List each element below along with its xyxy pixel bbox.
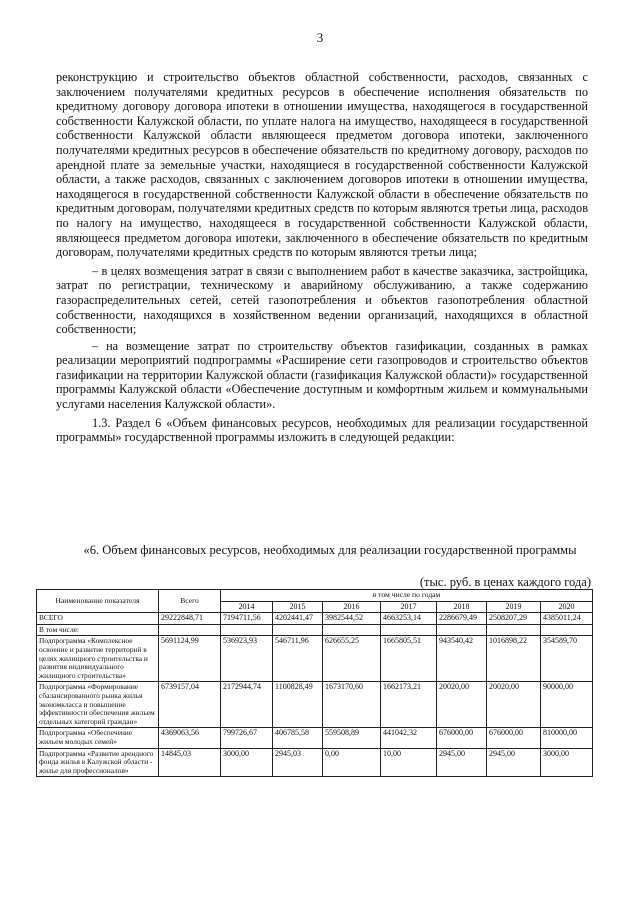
- row-total: 5691124,99: [159, 636, 221, 682]
- row-value: 2945,00: [487, 748, 541, 777]
- row-name: Подпрограмма «Формирование сбалансированного рынка жилья экономкласса и повышение эффективности обеспечения жильем отдельных категорий граждан»: [37, 682, 159, 728]
- row-value: [221, 624, 273, 636]
- row-value: 2508207,29: [487, 613, 541, 625]
- header-year: 2017: [381, 601, 437, 613]
- body-text: [56, 70, 588, 445]
- header-year: 2020: [541, 601, 593, 613]
- finance-table: [36, 589, 593, 777]
- row-value: 943540,42: [437, 636, 487, 682]
- row-total: 6739157,04: [159, 682, 221, 728]
- row-name: В том числе:: [37, 624, 159, 636]
- row-value: 20020,00: [487, 682, 541, 728]
- page-number: 3: [316, 30, 324, 45]
- header-years-group: в том числе по годам: [221, 590, 593, 602]
- row-value: 799726,67: [221, 728, 273, 748]
- row-value: 546711,96: [273, 636, 323, 682]
- row-name: ВСЕГО: [37, 613, 159, 625]
- row-value: 441042,32: [381, 728, 437, 748]
- row-value: 2286679,49: [437, 613, 487, 625]
- row-value: 4663253,14: [381, 613, 437, 625]
- row-value: 676000,00: [437, 728, 487, 748]
- table-row: [37, 748, 593, 777]
- row-value: 676000,00: [487, 728, 541, 748]
- header-year: 2018: [437, 601, 487, 613]
- row-value: [323, 624, 381, 636]
- row-total: 4369063,56: [159, 728, 221, 748]
- row-value: 1100828,49: [273, 682, 323, 728]
- row-name: Подпрограмма «Комплексное освоение и развитие территорий в целях жилищного строительства и развития индивидуального жилищного строительства»: [37, 636, 159, 682]
- row-value: 0,00: [323, 748, 381, 777]
- table-row: [37, 624, 593, 636]
- row-value: 559508,89: [323, 728, 381, 748]
- header-year: 2019: [487, 601, 541, 613]
- table-row: [37, 636, 593, 682]
- row-name: Подпрограмма «Обеспечение жильем молодых семей»: [37, 728, 159, 748]
- row-value: 810000,00: [541, 728, 593, 748]
- header-name: Наименование показателя: [37, 590, 159, 613]
- row-value: 3000,00: [221, 748, 273, 777]
- table-row: [37, 728, 593, 748]
- row-value: [487, 624, 541, 636]
- header-year: 2014: [221, 601, 273, 613]
- table-row: [37, 613, 593, 625]
- section-title: «6. Объем финансовых ресурсов, необходимых для реализации государственной программы: [83, 543, 577, 557]
- row-value: 2945,03: [273, 748, 323, 777]
- row-value: [541, 624, 593, 636]
- row-value: 10,00: [381, 748, 437, 777]
- paragraph-3: – на возмещение затрат по строительству объектов газификации, созданных в рамках реализации мероприятий подпрограммы «Расширение сети газопроводов и строительство объектов газификации на территории Калужской области (газификация Калужской области)» государственной программы Калужской области «Обеспечение доступным и комфортным жильем и коммунальными услугами населения Калужской области».: [56, 338, 588, 412]
- row-value: 2172944,74: [221, 682, 273, 728]
- header-year: 2015: [273, 601, 323, 613]
- row-value: 7194711,56: [221, 613, 273, 625]
- paragraph-4: 1.3. Раздел 6 «Объем финансовых ресурсов, необходимых для реализации государственной программы» государственной программы изложить в следующей редакции:: [56, 415, 588, 445]
- row-value: 536923,93: [221, 636, 273, 682]
- row-value: [437, 624, 487, 636]
- row-value: 406785,58: [273, 728, 323, 748]
- row-value: 1673170,60: [323, 682, 381, 728]
- row-value: 1665805,51: [381, 636, 437, 682]
- units-note: (тыс. руб. в ценах каждого года): [419, 575, 591, 589]
- row-value: 90000,00: [541, 682, 593, 728]
- row-total: 14845,03: [159, 748, 221, 777]
- table-header-row: [37, 590, 593, 602]
- row-value: 3982544,52: [323, 613, 381, 625]
- row-total: 29222848,71: [159, 613, 221, 625]
- header-total: Всего: [159, 590, 221, 613]
- row-value: 4202441,47: [273, 613, 323, 625]
- row-value: 20020,00: [437, 682, 487, 728]
- header-year: 2016: [323, 601, 381, 613]
- row-value: 626655,25: [323, 636, 381, 682]
- paragraph-1: реконструкцию и строительство объектов областной собственности, расходов, связанных с заключением получателями кредитных ресурсов в обеспечение исполнения обязательств по кредитному договору договора ипотеки в отношении имущества, находящегося в государственной собственности Калужской области, по уплате налога на имущество, находящееся в государственной собственности Калужской области являющееся предметом договора ипотеки, заключенного получателями кредитных ресурсов в обеспечение обязательств по кредитному договору, расходов по арендной плате за земельные участки, находящиеся в государственной собственности Калужской области, а также расходов, связанных с заключением договоров ипотеки в отношении имущества, находящегося в государственной собственности Калужской области в обеспечение обязательств по кредитным договорам, получателями кредитных средств по которым являются третьи лица, расходов по налогу на имущество, находящееся в государственной собственности Калужской области, являющееся предметом договора ипотеки, заключенного в обеспечение обязательств по кредитным договорам, получателями кредитных средств по которым являются третьи лица;: [56, 70, 588, 260]
- paragraph-2: – в целях возмещения затрат в связи с выполнением работ в качестве заказчика, застройщика, затрат по регистрации, техническому и аварийному обслуживанию, а также содержанию газораспределительных сетей, сетей газопотребления и объектов газопотребления областной собственности, находящихся в хозяйственном ведении организаций, находящихся в областной собственности;: [56, 263, 588, 337]
- row-value: 3000,00: [541, 748, 593, 777]
- row-value: 4385011,24: [541, 613, 593, 625]
- row-name: Подпрограмма «Развитие арендного фонда жилья в Калужской области - жилье для профессионалов»: [37, 748, 159, 777]
- row-value: 354589,70: [541, 636, 593, 682]
- row-total: [159, 624, 221, 636]
- row-value: [273, 624, 323, 636]
- row-value: 2945,00: [437, 748, 487, 777]
- row-value: [381, 624, 437, 636]
- row-value: 1016898,22: [487, 636, 541, 682]
- row-value: 1662173,21: [381, 682, 437, 728]
- table-row: [37, 682, 593, 728]
